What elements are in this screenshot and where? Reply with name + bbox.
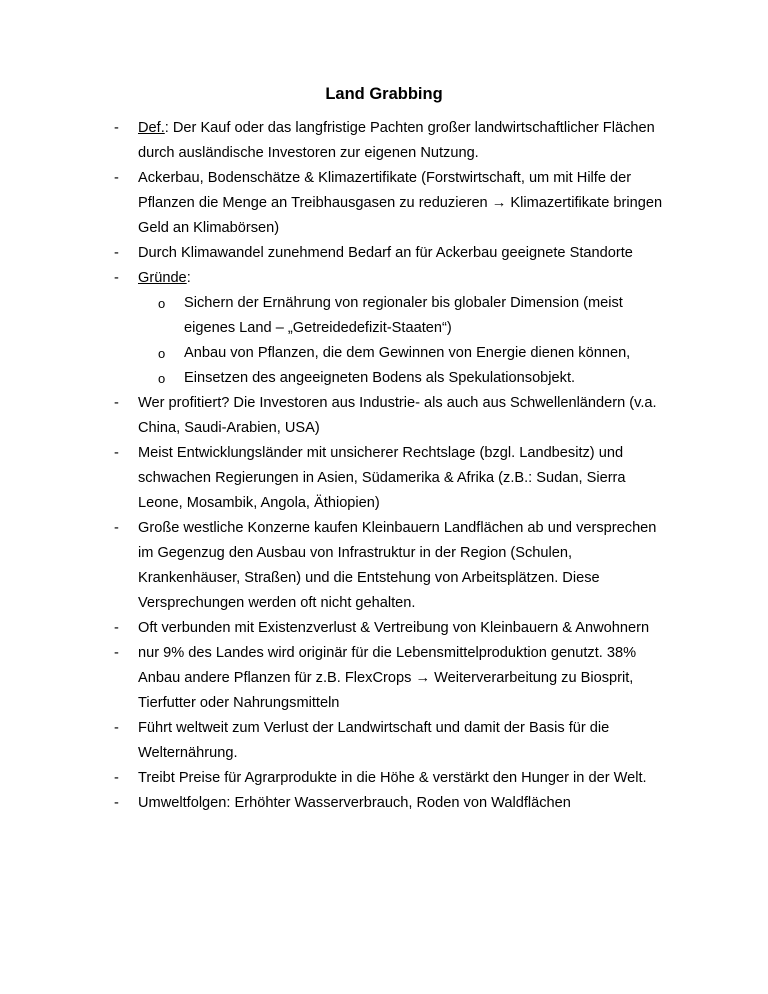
list-item-text: : Der Kauf oder das langfristige Pachten großer landwirtschaftlicher Flächen durch ausländische Investoren zur eigenen Nutzung.	[138, 120, 655, 161]
list-item	[0, 641, 673, 716]
list-item-text: Meist Entwicklungsländer mit unsicherer Rechtslage (bzgl. Landbesitz) und schwachen Regierungen in Asien, Südamerika & Afrika (z.B.: Sudan, Sierra Leone, Mosambik, Angola, Äthiopien)	[138, 445, 626, 511]
arrow-icon: →	[415, 670, 431, 686]
list-item-text: Klimazertifikate bringen Geld an Klimabörsen)	[138, 195, 663, 236]
list-item	[0, 791, 673, 816]
dash-bullet: -	[114, 395, 119, 411]
list-item-text: Treibt Preise für Agrarprodukte in die Höhe & verstärkt den Hunger in der Welt.	[138, 770, 647, 786]
dash-bullet: -	[114, 170, 119, 186]
sub-list-item-text: Sichern der Ernährung von regionaler bis globaler Dimension (meist eigenes Land – „Getreidedefizit-Staaten“)	[184, 295, 623, 336]
dash-bullet: -	[114, 770, 119, 786]
list-item-text: :	[186, 270, 191, 286]
list-item	[0, 516, 673, 616]
dash-bullet: -	[114, 445, 119, 461]
circle-bullet-icon: o	[158, 371, 166, 386]
list-item	[0, 766, 673, 791]
list-item-definition	[0, 116, 673, 166]
list-item-text: nur 9% des Landes wird originär für die Lebensmittelproduktion genutzt. 38% Anbau andere Pflanzen für z.B. FlexCrops	[138, 645, 637, 686]
list-item-text: Umweltfolgen: Erhöhter Wasserverbrauch, Roden von Waldflächen	[138, 795, 571, 811]
list-item	[0, 241, 673, 266]
circle-bullet-icon: o	[158, 346, 166, 361]
list-item-text: Weiterverarbeitung zu Biosprit, Tierfutter oder Nahrungsmitteln	[138, 670, 634, 711]
list-item	[0, 616, 673, 641]
definition-label: Def.	[138, 120, 165, 136]
reasons-label: Gründe	[138, 270, 187, 286]
dash-bullet: -	[114, 120, 119, 136]
dash-bullet: -	[114, 620, 119, 636]
list-item-reasons	[0, 266, 673, 391]
dash-bullet: -	[114, 245, 119, 261]
arrow-icon: →	[491, 195, 507, 211]
list-item-text: Führt weltweit zum Verlust der Landwirtschaft und damit der Basis für die Welternährung.	[138, 720, 610, 761]
dash-bullet: -	[114, 795, 119, 811]
document-title: Land Grabbing	[325, 85, 443, 103]
list-item	[0, 166, 673, 241]
sub-list-item-text: Anbau von Pflanzen, die dem Gewinnen von Energie dienen können,	[184, 345, 631, 361]
list-item	[0, 716, 673, 766]
list-item-text: Wer profitiert? Die Investoren aus Industrie- als auch aus Schwellenländern (v.a. China, Saudi-Arabien, USA)	[138, 395, 657, 436]
sub-list	[138, 291, 673, 391]
list-item-text: Ackerbau, Bodenschätze & Klimazertifikate (Forstwirtschaft, um mit Hilfe der Pflanzen die Menge an Treibhausgasen zu reduzieren	[138, 170, 632, 211]
list-item-text: Große westliche Konzerne kaufen Kleinbauern Landflächen ab und versprechen im Gegenzug den Ausbau von Infrastruktur in der Region (Schulen, Krankenhäuser, Straßen) und die Entstehung von Arbeitsplätzen. Diese Versprechungen werden oft nicht gehalten.	[138, 520, 657, 611]
sub-list-item	[138, 366, 654, 391]
bullet-list	[0, 116, 768, 816]
dash-bullet: -	[114, 645, 119, 661]
list-item	[0, 391, 673, 441]
dash-bullet: -	[114, 720, 119, 736]
sub-list-item	[138, 341, 654, 366]
list-item	[0, 441, 673, 516]
dash-bullet: -	[114, 270, 119, 286]
sub-list-item-text: Einsetzen des angeeigneten Bodens als Spekulationsobjekt.	[184, 370, 576, 386]
list-item-text: Durch Klimawandel zunehmend Bedarf an für Ackerbau geeignete Standorte	[138, 245, 633, 261]
circle-bullet-icon: o	[158, 296, 166, 311]
list-item-text: Oft verbunden mit Existenzverlust & Vertreibung von Kleinbauern & Anwohnern	[138, 620, 650, 636]
dash-bullet: -	[114, 520, 119, 536]
sub-list-item	[138, 291, 654, 341]
